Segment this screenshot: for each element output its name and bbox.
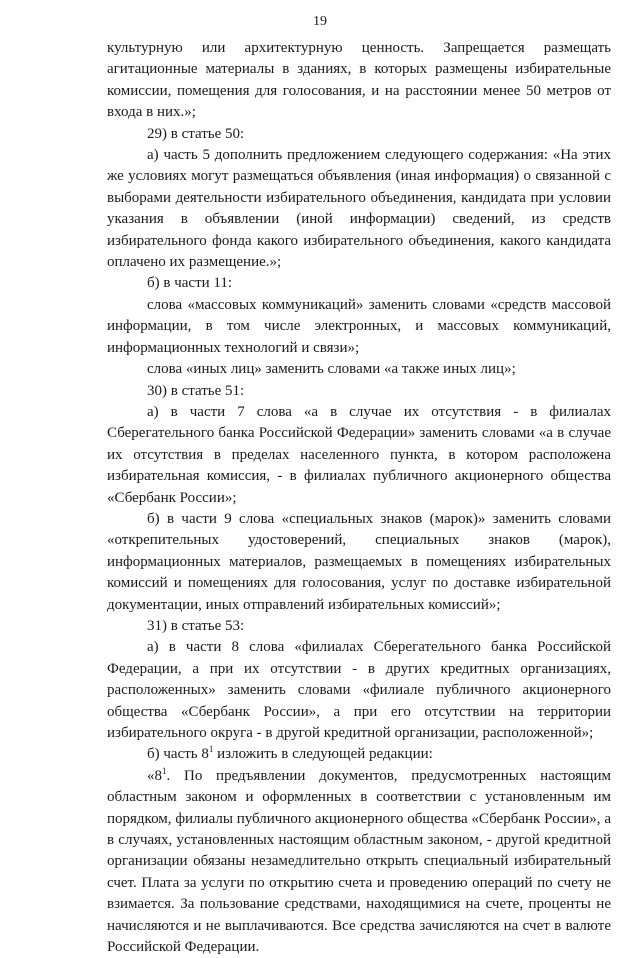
item-29-a: а) часть 5 дополнить предложением следующего содержания: «На этих же условиях могут размещаться объявления (иная информация) о связанной с выборами деятельности избирательного объединения, кандидата при условии указания в объявлении (иной информации) сведений, из средств избирательного фонда какого избирательного объединения, какого кандидата оплачено их размещение.»; <box>107 147 611 271</box>
superscript: 1 <box>208 744 214 755</box>
document-body <box>107 38 611 958</box>
item-31-a: а) в части 8 слова «филиалах Сберегательного банка Российской Федерации, а при их отсутствии - в других кредитных организациях, расположенных» заменить словами «филиале публичного акционерного общества «Сбербанк России», а при его отсутствии на территории избирательного округа - в другой кредитной организации, расположенной»; <box>107 639 611 741</box>
superscript: 1 <box>162 765 167 776</box>
item-30-a: а) в части 7 слова «а в случае их отсутствия - в филиалах Сберегательного банка Российской Федерации» заменить словами «а в случае их отсутствия в пределах населенного пункта, в котором расположена избирательная комиссия, - в филиалах публичного акционерного общества «Сбербанк России»; <box>107 403 611 506</box>
item-29-b-words-1: слова «массовых коммуникаций» заменить словами «средств массовой информации, в том числе электронных, и массовых коммуникаций, информационных технологий и связи»; <box>107 296 611 356</box>
item-31-heading: 31) в статье 53: <box>147 617 245 634</box>
item-30-heading: 30) в статье 51: <box>147 382 245 399</box>
item-29-b: б) в части 11: <box>147 275 233 292</box>
item-29-heading: 29) в статье 50: <box>147 125 245 142</box>
paragraph-continuation: культурную или архитектурную ценность. Запрещается размещать агитационные материалы в зданиях, в которых размещены избирательные комиссии, помещения для голосования, и на расстоянии менее 50 метров от входа в них.»; <box>107 40 611 121</box>
item-31-b-post: изложить в следующей редакции: <box>213 746 433 763</box>
item-31-b <box>107 744 611 765</box>
item-29-b-words-2: слова «иных лиц» заменить словами «а также иных лиц»; <box>147 361 516 378</box>
part-8-1-pre: «8 <box>147 767 162 784</box>
page-number: 19 <box>313 14 327 29</box>
item-30-b: б) в части 9 слова «специальных знаков (марок)» заменить словами «открепительных удостоверений, специальных знаков (марок), информационных материалов, размещаемых в помещениях избирательных комиссий и помещениях для голосования, услуг по доставке избирательной документации, иных отправлений избирательных комиссий»; <box>107 510 611 613</box>
part-8-1-post: . По предъявлении документов, предусмотренных настоящим областным законом и оформленных в соответствии с установленным им порядком, филиалы публичного акционерного общества «Сбербанк России», а в случаях, установленных настоящим областным законом, - другой кредитной организации обязаны незамедлительно открыть специальный избирательный счет. Плата за услуги по открытию счета и проведению операций по счету не взимается. За пользование средствами, находящимися на счете, проценты не начисляются и не выплачиваются. Все средства зачисляются на счет в валюте Российской Федерации. <box>107 767 611 956</box>
item-31-b-pre: б) часть 8 <box>147 746 209 763</box>
part-8-1-text <box>107 766 611 958</box>
